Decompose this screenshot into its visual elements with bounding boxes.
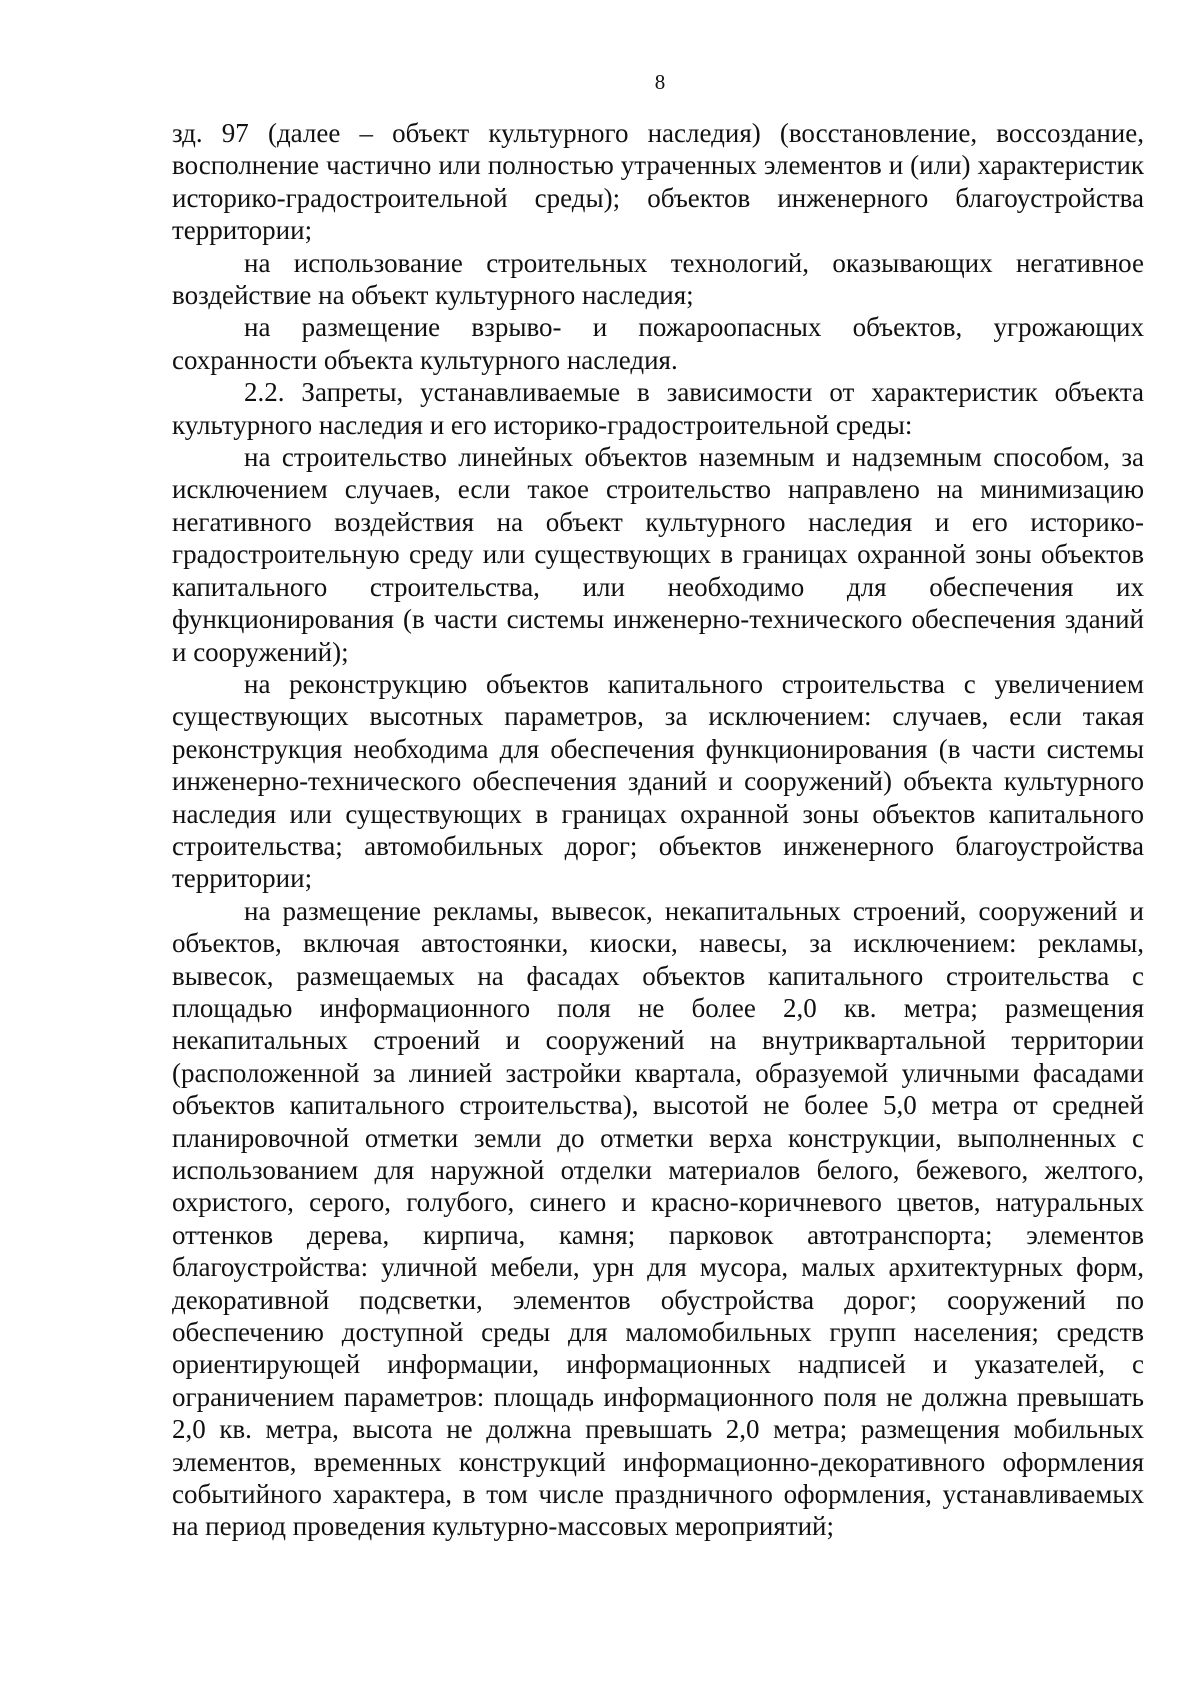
paragraph-section-2-2: 2.2. Запреты, устанавливаемые в зависимости от характеристик объекта культурного наследия и его историко-градостроительной среды: xyxy=(172,377,1144,440)
page-number: 8 xyxy=(654,70,666,94)
paragraph-advertising: на размещение рекламы, вывесок, некапитальных строений, сооружений и объектов, включая автостоянки, киоски, навесы, за исключением: рекламы, вывесок, размещаемых на фасадах объектов капитального строительства с площадью информационного поля не более 2,0 кв. метра; размещения некапитальных строений и сооружений на внутриквартальной территории (расположенной за линией застройки квартала, образуемой уличными фасадами объектов капитального строительства), высотой не более 5,0 метра от средней планировочной отметки земли до отметки верха конструкции, выполненных с использованием для наружной отделки материалов белого, бежевого, желтого, охристого, серого, голубого, синего и красно-коричневого цветов, натуральных оттенков дерева, кирпича, камня; парковок автотранспорта; элементов благоустройства: уличной мебели, урн для мусора, малых архитектурных форм, декоративной подсветки, элементов обустройства дорог; сооружений по обеспечению доступной среды для маломобильных групп населения; средств ориентирующей информации, информационных надписей и указателей, с ограничением параметров: площадь информационного поля не должна превышать 2,0 кв. метра, высота не должна превышать 2,0 метра; размещения мобильных элементов, временных конструкций информационно-декоративного оформления событийного характера, в том числе праздничного оформления, устанавливаемых на период проведения культурно-массовых мероприятий; xyxy=(172,895,1144,1542)
paragraph-object-heritage-continuation: зд. 97 (далее – объект культурного наследия) (восстановление, воссоздание, восполнение частично или полностью утраченных элементов и (или) характеристик историко-градостроительной среды); объектов инженерного благоустройства территории; xyxy=(172,118,1144,246)
paragraph-explosive-objects: на размещение взрыво- и пожароопасных объектов, угрожающих сохранности объекта культурного наследия. xyxy=(172,312,1144,375)
document-body xyxy=(172,117,1144,1543)
paragraph-construction-technologies: на использование строительных технологий, оказывающих негативное воздействие на объект культурного наследия; xyxy=(172,247,1144,311)
paragraph-linear-objects: на строительство линейных объектов наземным и надземным способом, за исключением случаев, если такое строительство направлено на минимизацию негативного воздействия на объект культурного наследия и его историко-градостроительную среду или существующих в границах охранной зоны объектов капитального строительства, или необходимо для обеспечения их функционирования (в части системы инженерно-технического обеспечения зданий и сооружений); xyxy=(172,442,1144,667)
paragraph-reconstruction: на реконструкцию объектов капитального строительства с увеличением существующих высотных параметров, за исключением: случаев, если такая реконструкция необходима для обеспечения функционирования (в части системы инженерно-технического обеспечения зданий и сооружений) объекта культурного наследия или существующих в границах охранной зоны объектов капитального строительства; автомобильных дорог; объектов инженерного благоустройства территории; xyxy=(172,668,1144,894)
